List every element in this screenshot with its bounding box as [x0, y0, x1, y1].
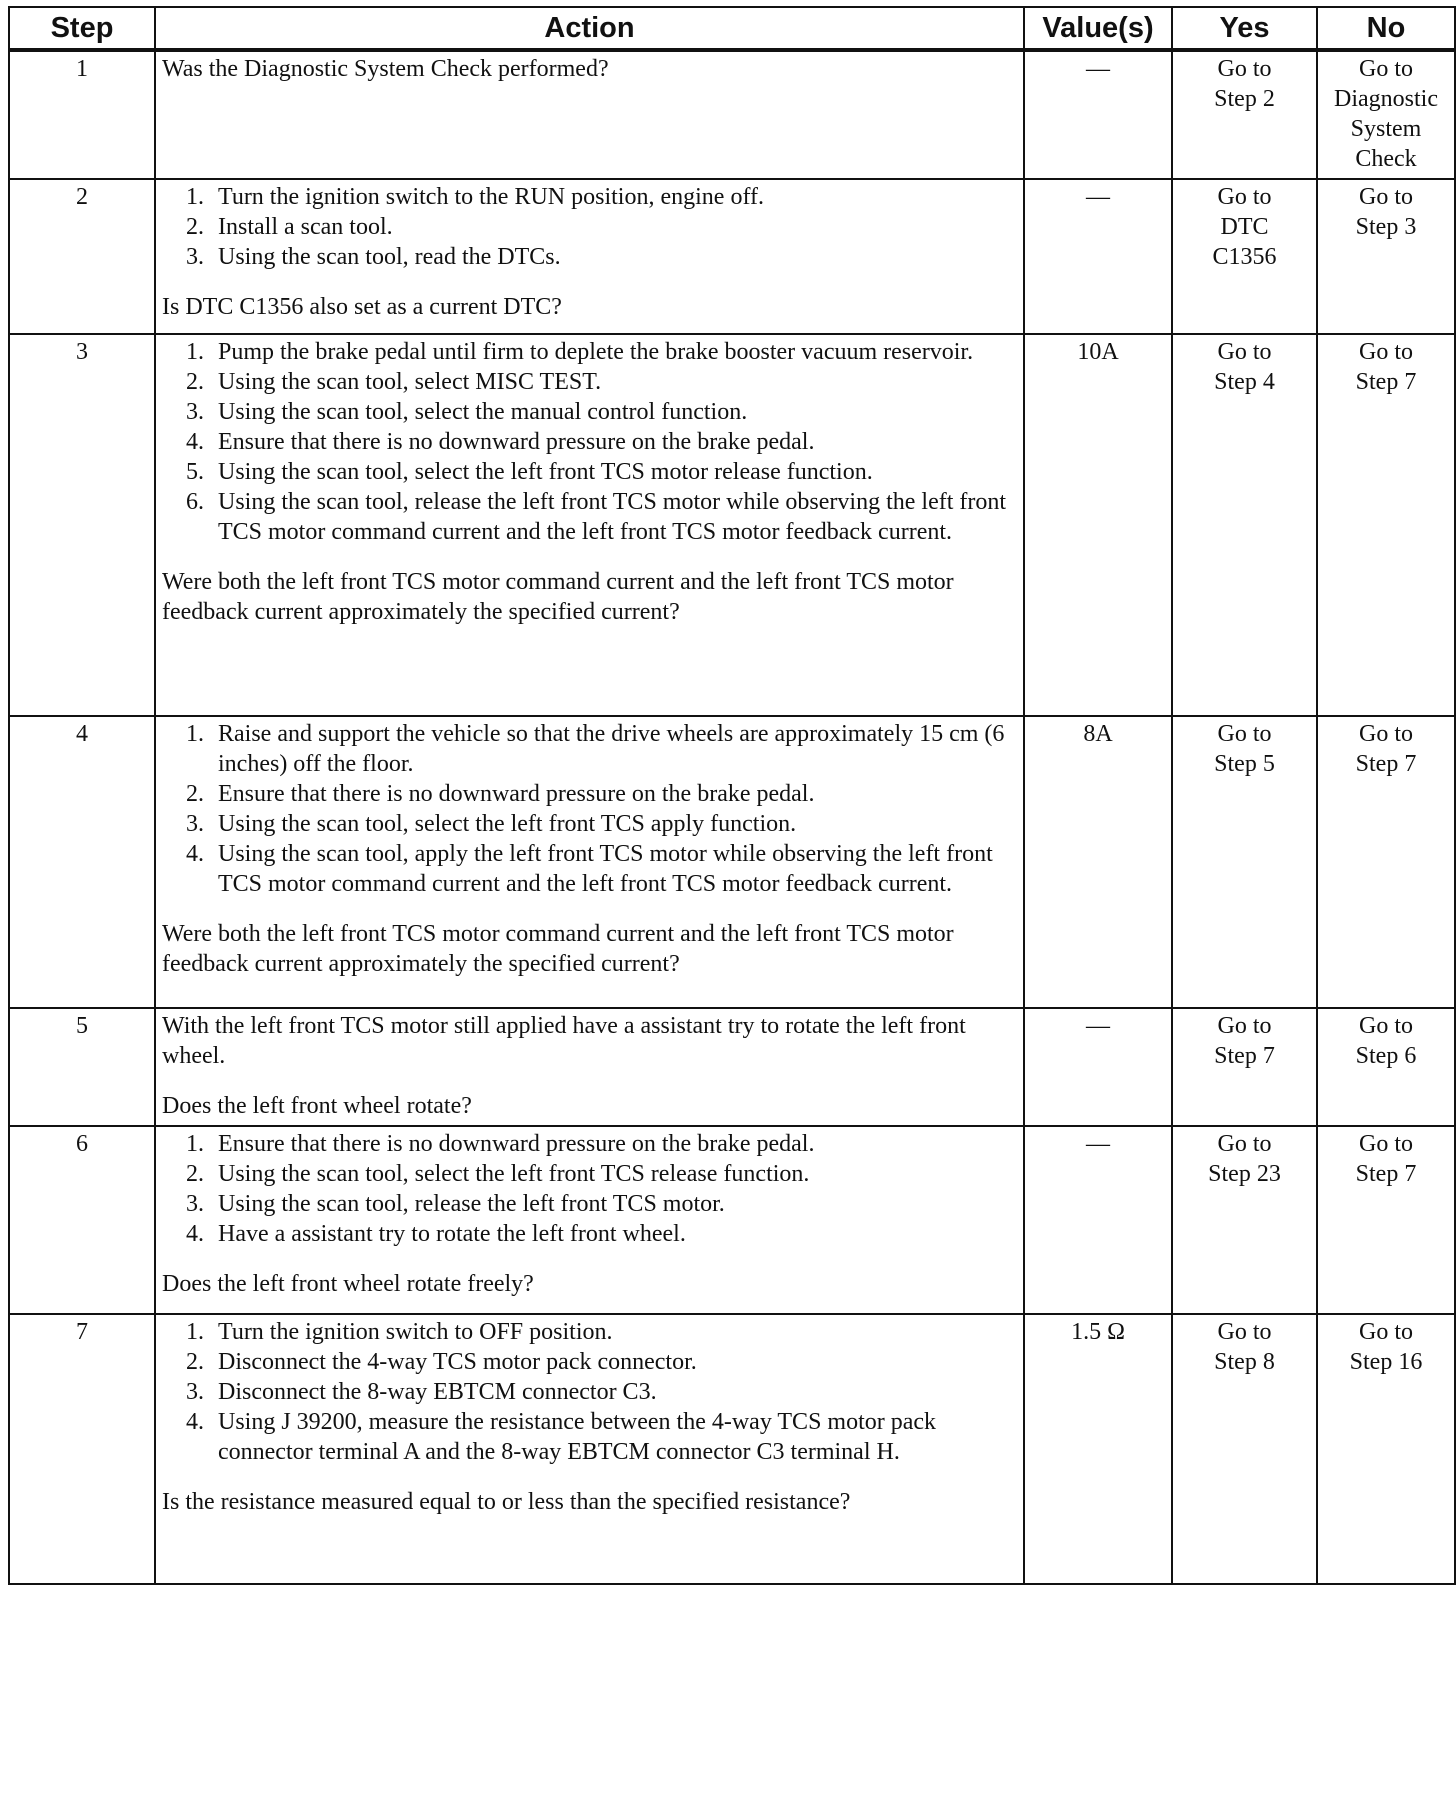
action-question: Is the resistance measured equal to or less than the specified resistance?: [162, 1489, 851, 1515]
action-step: [162, 1219, 1017, 1249]
value-cell: 8A: [1024, 716, 1172, 1008]
action-step: [162, 779, 1017, 809]
action-step: [162, 809, 1017, 839]
action-step: [162, 839, 1017, 899]
no-cell: Go to Step 3: [1317, 179, 1455, 334]
action-step: [162, 427, 1017, 457]
action-step: [162, 212, 1017, 242]
action-step-text: Using the scan tool, release the left front TCS motor.: [218, 1191, 725, 1217]
action-step-text: Using the scan tool, release the left front TCS motor while observing the left front TCS motor command current and the left front TCS motor feedback current.: [218, 489, 1007, 545]
action-step-number: 6.: [186, 489, 204, 515]
action-step-text: Turn the ignition switch to the RUN position, engine off.: [218, 184, 764, 210]
step-number: 7: [9, 1314, 155, 1584]
action-step-text: Disconnect the 4-way TCS motor pack connector.: [218, 1349, 697, 1375]
action-cell: [155, 1008, 1024, 1126]
action-step-text: Using the scan tool, apply the left front TCS motor while observing the left front TCS motor command current and the left front TCS motor feedback current.: [218, 841, 993, 897]
action-step-text: Ensure that there is no downward pressure on the brake pedal.: [218, 781, 815, 807]
table-row: [9, 179, 1455, 334]
action-step-number: 1.: [186, 1319, 204, 1345]
yes-cell: Go to Step 5: [1172, 716, 1317, 1008]
action-step: [162, 719, 1017, 779]
action-step-number: 2.: [186, 214, 204, 240]
action-step-text: Using the scan tool, read the DTCs.: [218, 244, 561, 270]
action-step-number: 1.: [186, 721, 204, 747]
header-no: No: [1317, 7, 1455, 50]
no-cell: Go to Diagnostic System Check: [1317, 50, 1455, 179]
action-cell: [155, 716, 1024, 1008]
header-yes: Yes: [1172, 7, 1317, 50]
action-step: [162, 397, 1017, 427]
step-number: 1: [9, 50, 155, 179]
action-step: [162, 1407, 1017, 1467]
action-step-number: 2.: [186, 1349, 204, 1375]
action-step-text: Using the scan tool, select the left front TCS motor release function.: [218, 459, 873, 485]
step-number: 5: [9, 1008, 155, 1126]
action-step-text: Using J 39200, measure the resistance between the 4-way TCS motor pack connector terminal A and the 8-way EBTCM connector C3 terminal H.: [218, 1409, 937, 1465]
action-step-number: 5.: [186, 459, 204, 485]
action-steps: [162, 1317, 1017, 1467]
action-step-text: Disconnect the 8-way EBTCM connector C3.: [218, 1379, 657, 1405]
header-action: Action: [155, 7, 1024, 50]
header-row: [9, 7, 1455, 50]
no-cell: Go to Step 7: [1317, 1126, 1455, 1314]
step-number: 3: [9, 334, 155, 716]
yes-cell: Go to Step 7: [1172, 1008, 1317, 1126]
table-row: [9, 1126, 1455, 1314]
value-cell: 1.5 Ω: [1024, 1314, 1172, 1584]
table-row: [9, 716, 1455, 1008]
action-question: Does the left front wheel rotate freely?: [162, 1271, 534, 1297]
action-step-number: 1.: [186, 339, 204, 365]
action-step-text: Ensure that there is no downward pressure on the brake pedal.: [218, 429, 815, 455]
action-cell: [155, 179, 1024, 334]
step-number: 6: [9, 1126, 155, 1314]
table-row: [9, 334, 1455, 716]
table-row: [9, 1314, 1455, 1584]
value-cell: —: [1024, 50, 1172, 179]
action-step-text: Ensure that there is no downward pressure on the brake pedal.: [218, 1131, 815, 1157]
action-step: [162, 182, 1017, 212]
action-step-text: Turn the ignition switch to OFF position.: [218, 1319, 613, 1345]
action-step: [162, 1347, 1017, 1377]
action-step-number: 2.: [186, 781, 204, 807]
action-cell: [155, 1314, 1024, 1584]
action-steps: [162, 1129, 1017, 1249]
header-value: Value(s): [1024, 7, 1172, 50]
step-number: 4: [9, 716, 155, 1008]
action-step: [162, 1189, 1017, 1219]
action-step-text: Raise and support the vehicle so that the drive wheels are approximately 15 cm (6 inches) off the floor.: [218, 721, 1005, 777]
action-step-number: 4.: [186, 429, 204, 455]
value-cell: —: [1024, 179, 1172, 334]
action-step-text: Pump the brake pedal until firm to deplete the brake booster vacuum reservoir.: [218, 339, 974, 365]
value-cell: —: [1024, 1008, 1172, 1126]
table-row: [9, 1008, 1455, 1126]
action-step-number: 2.: [186, 369, 204, 395]
action-step-number: 3.: [186, 1379, 204, 1405]
action-step-number: 3.: [186, 811, 204, 837]
action-question: Does the left front wheel rotate?: [162, 1093, 472, 1119]
action-step: [162, 337, 1017, 367]
action-step-text: Using the scan tool, select the left front TCS apply function.: [218, 811, 797, 837]
action-steps: [162, 719, 1017, 899]
action-step-text: Using the scan tool, select the manual control function.: [218, 399, 748, 425]
action-question: Were both the left front TCS motor command current and the left front TCS motor feedback current approximately the specified current?: [162, 921, 954, 977]
value-cell: —: [1024, 1126, 1172, 1314]
action-steps: [162, 182, 1017, 272]
step-number: 2: [9, 179, 155, 334]
action-step: [162, 367, 1017, 397]
no-cell: Go to Step 7: [1317, 334, 1455, 716]
action-cell: [155, 50, 1024, 179]
action-step-text: Using the scan tool, select MISC TEST.: [218, 369, 602, 395]
action-step: [162, 1317, 1017, 1347]
header-step: Step: [9, 7, 155, 50]
action-steps: [162, 337, 1017, 547]
no-cell: Go to Step 16: [1317, 1314, 1455, 1584]
yes-cell: Go to Step 2: [1172, 50, 1317, 179]
action-cell: [155, 334, 1024, 716]
yes-cell: Go to Step 8: [1172, 1314, 1317, 1584]
action-step-number: 3.: [186, 244, 204, 270]
action-step-number: 1.: [186, 1131, 204, 1157]
value-cell: 10A: [1024, 334, 1172, 716]
action-step-number: 3.: [186, 399, 204, 425]
action-step: [162, 487, 1017, 547]
action-step-text: Using the scan tool, select the left front TCS release function.: [218, 1161, 810, 1187]
action-step-number: 4.: [186, 1221, 204, 1247]
action-step-text: Install a scan tool.: [218, 214, 393, 240]
action-step: [162, 1159, 1017, 1189]
action-instruction: With the left front TCS motor still applied have a assistant try to rotate the left front wheel.: [162, 1013, 966, 1069]
yes-cell: Go to Step 23: [1172, 1126, 1317, 1314]
no-cell: Go to Step 7: [1317, 716, 1455, 1008]
action-step-number: 4.: [186, 841, 204, 867]
yes-cell: Go to DTC C1356: [1172, 179, 1317, 334]
action-cell: [155, 1126, 1024, 1314]
table-row: [9, 50, 1455, 179]
diagnostic-table: [8, 6, 1456, 1585]
action-question: Is DTC C1356 also set as a current DTC?: [162, 294, 562, 320]
no-cell: Go to Step 6: [1317, 1008, 1455, 1126]
action-step-number: 3.: [186, 1191, 204, 1217]
yes-cell: Go to Step 4: [1172, 334, 1317, 716]
action-step: [162, 1377, 1017, 1407]
action-step-number: 4.: [186, 1409, 204, 1435]
action-question: Were both the left front TCS motor command current and the left front TCS motor feedback current approximately the specified current?: [162, 569, 954, 625]
action-question: Was the Diagnostic System Check performed?: [162, 56, 609, 82]
action-step: [162, 1129, 1017, 1159]
action-step-number: 2.: [186, 1161, 204, 1187]
action-step-number: 1.: [186, 184, 204, 210]
action-step: [162, 242, 1017, 272]
action-step: [162, 457, 1017, 487]
action-step-text: Have a assistant try to rotate the left front wheel.: [218, 1221, 686, 1247]
